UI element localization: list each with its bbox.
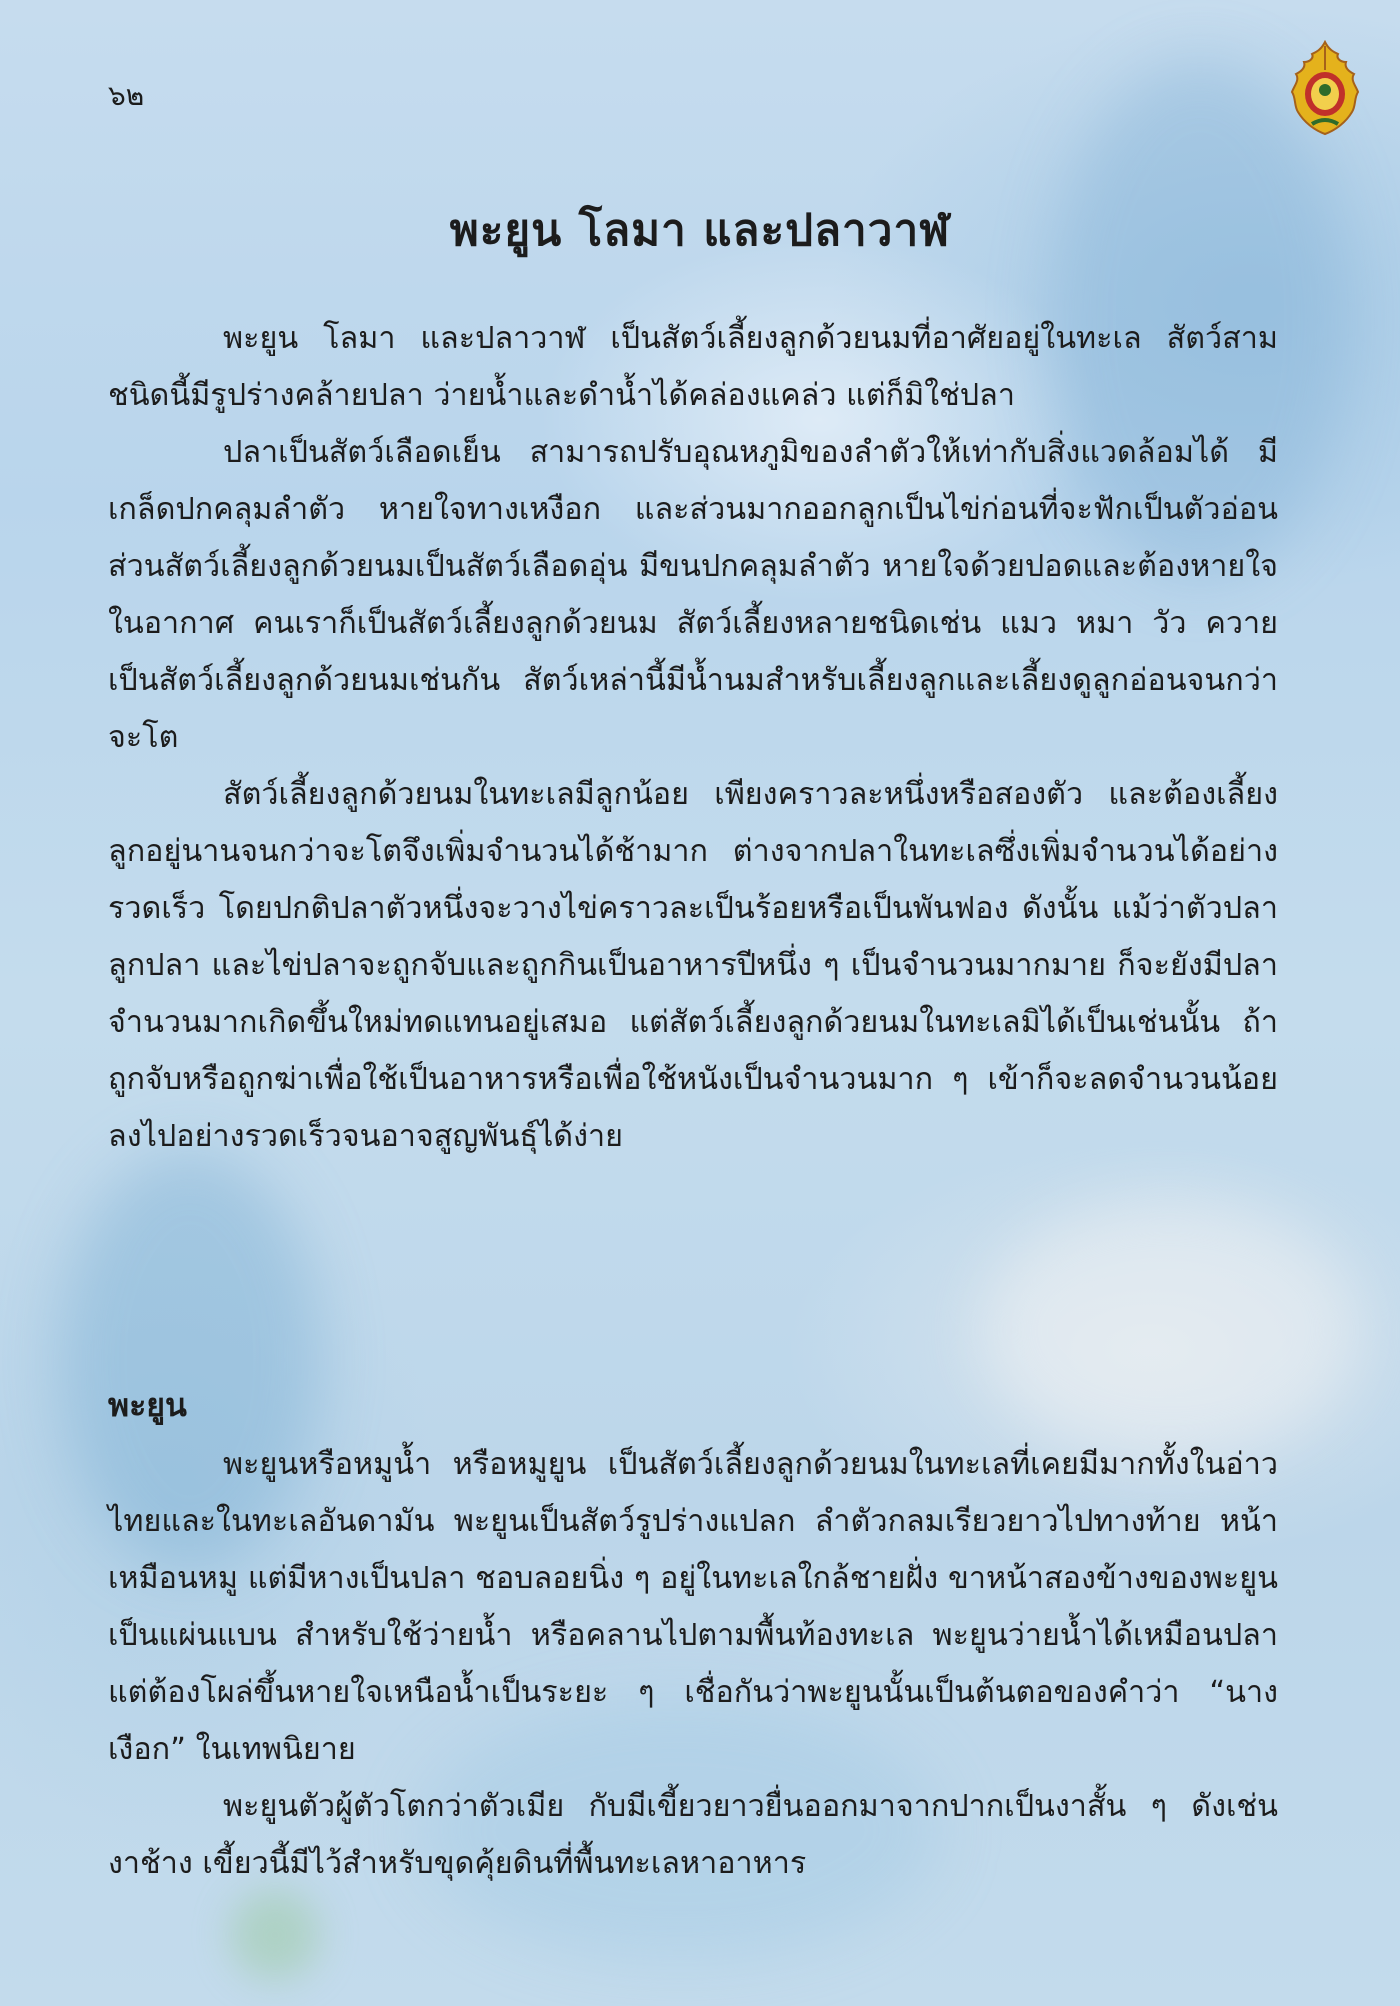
page-title: พะยูน โลมา และปลาวาฬ	[449, 205, 951, 256]
page-number: ๖๒	[108, 79, 145, 112]
watercolor-wash	[980, 1200, 1360, 1460]
intro-paragraph: พะยูน โลมา และปลาวาฬ เป็นสัตว์เลี้ยงลูกด้วยนมที่อาศัยอยู่ในทะเล สัตว์สามชนิดนี้มีรูปร่างคล้ายปลา ว่ายน้ำและดำน้ำได้คล่องแคล่ว แต่ก็มิใช่ปลา	[108, 321, 1278, 413]
dugong-section	[108, 1436, 1278, 1892]
intro-paragraph: สัตว์เลี้ยงลูกด้วยนมในทะเลมีลูกน้อย เพียงคราวละหนึ่งหรือสองตัว และต้องเลี้ยงลูกอยู่นานจนกว่าจะโตจึงเพิ่มจำนวนได้ช้ามาก ต่างจากปลาในทะเลซึ่งเพิ่มจำนวนได้อย่างรวดเร็ว โดยปกติปลาตัวหนึ่งจะวางไข่คราวละเป็นร้อยหรือเป็นพันฟอง ดังนั้น แม้ว่าตัวปลา ลูกปลา และไข่ปลาจะถูกจับและถูกกินเป็นอาหารปีหนึ่ง ๆ เป็นจำนวนมากมาย ก็จะยังมีปลาจำนวนมากเกิดขึ้นใหม่ทดแทนอยู่เสมอ แต่สัตว์เลี้ยงลูกด้วยนมในทะเลมิได้เป็นเช่นนั้น ถ้าถูกจับหรือถูกฆ่าเพื่อใช้เป็นอาหารหรือเพื่อใช้หนังเป็นจำนวนมาก ๆ เข้าก็จะลดจำนวนน้อยลงไปอย่างรวดเร็วจนอาจสูญพันธุ์ได้ง่าย	[108, 777, 1278, 1154]
intro-paragraph: ปลาเป็นสัตว์เลือดเย็น สามารถปรับอุณหภูมิของลำตัวให้เท่ากับสิ่งแวดล้อมได้ มีเกล็ดปกคลุมลำตัว หายใจทางเหงือก และส่วนมากออกลูกเป็นไข่ก่อนที่จะฟักเป็นตัวอ่อน ส่วนสัตว์เลี้ยงลูกด้วยนมเป็นสัตว์เลือดอุ่น มีขนปกคลุมลำตัว หายใจด้วยปอดและต้องหายใจในอากาศ คนเราก็เป็นสัตว์เลี้ยงลูกด้วยนม สัตว์เลี้ยงหลายชนิดเช่น แมว หมา วัว ควาย เป็นสัตว์เลี้ยงลูกด้วยนมเช่นกัน สัตว์เหล่านี้มีน้ำนมสำหรับเลี้ยงลูกและเลี้ยงดูลูกอ่อนจนกว่าจะโต	[108, 435, 1278, 755]
section-paragraph: พะยูนหรือหมูน้ำ หรือหมูยูน เป็นสัตว์เลี้ยงลูกด้วยนมในทะเลที่เคยมีมากทั้งในอ่าวไทยและในทะเลอันดามัน พะยูนเป็นสัตว์รูปร่างแปลก ลำตัวกลมเรียวยาวไปทางท้าย หน้าเหมือนหมู แต่มีหางเป็นปลา ชอบลอยนิ่ง ๆ อยู่ในทะเลใกล้ชายฝั่ง ขาหน้าสองข้างของพะยูนเป็นแผ่นแบน สำหรับใช้ว่ายน้ำ หรือคลานไปตามพื้นท้องทะเล พะยูนว่ายน้ำได้เหมือนปลาแต่ต้องโผล่ขึ้นหายใจเหนือน้ำเป็นระยะ ๆ เชื่อกันว่าพะยูนนั้นเป็นต้นตอของคำว่า “นางเงือก” ในเทพนิยาย	[108, 1447, 1278, 1767]
watercolor-wash	[230, 1890, 320, 1980]
section-heading: พะยูน	[108, 1386, 187, 1424]
intro-section	[108, 310, 1278, 1165]
ministry-emblem-icon	[1288, 40, 1362, 136]
section-paragraph: พะยูนตัวผู้ตัวโตกว่าตัวเมีย กับมีเขี้ยวยาวยื่นออกมาจากปากเป็นงาสั้น ๆ ดังเช่นงาช้าง เขี้ยวนี้มีไว้สำหรับขุดคุ้ยดินที่พื้นทะเลหาอาหาร	[108, 1789, 1278, 1881]
